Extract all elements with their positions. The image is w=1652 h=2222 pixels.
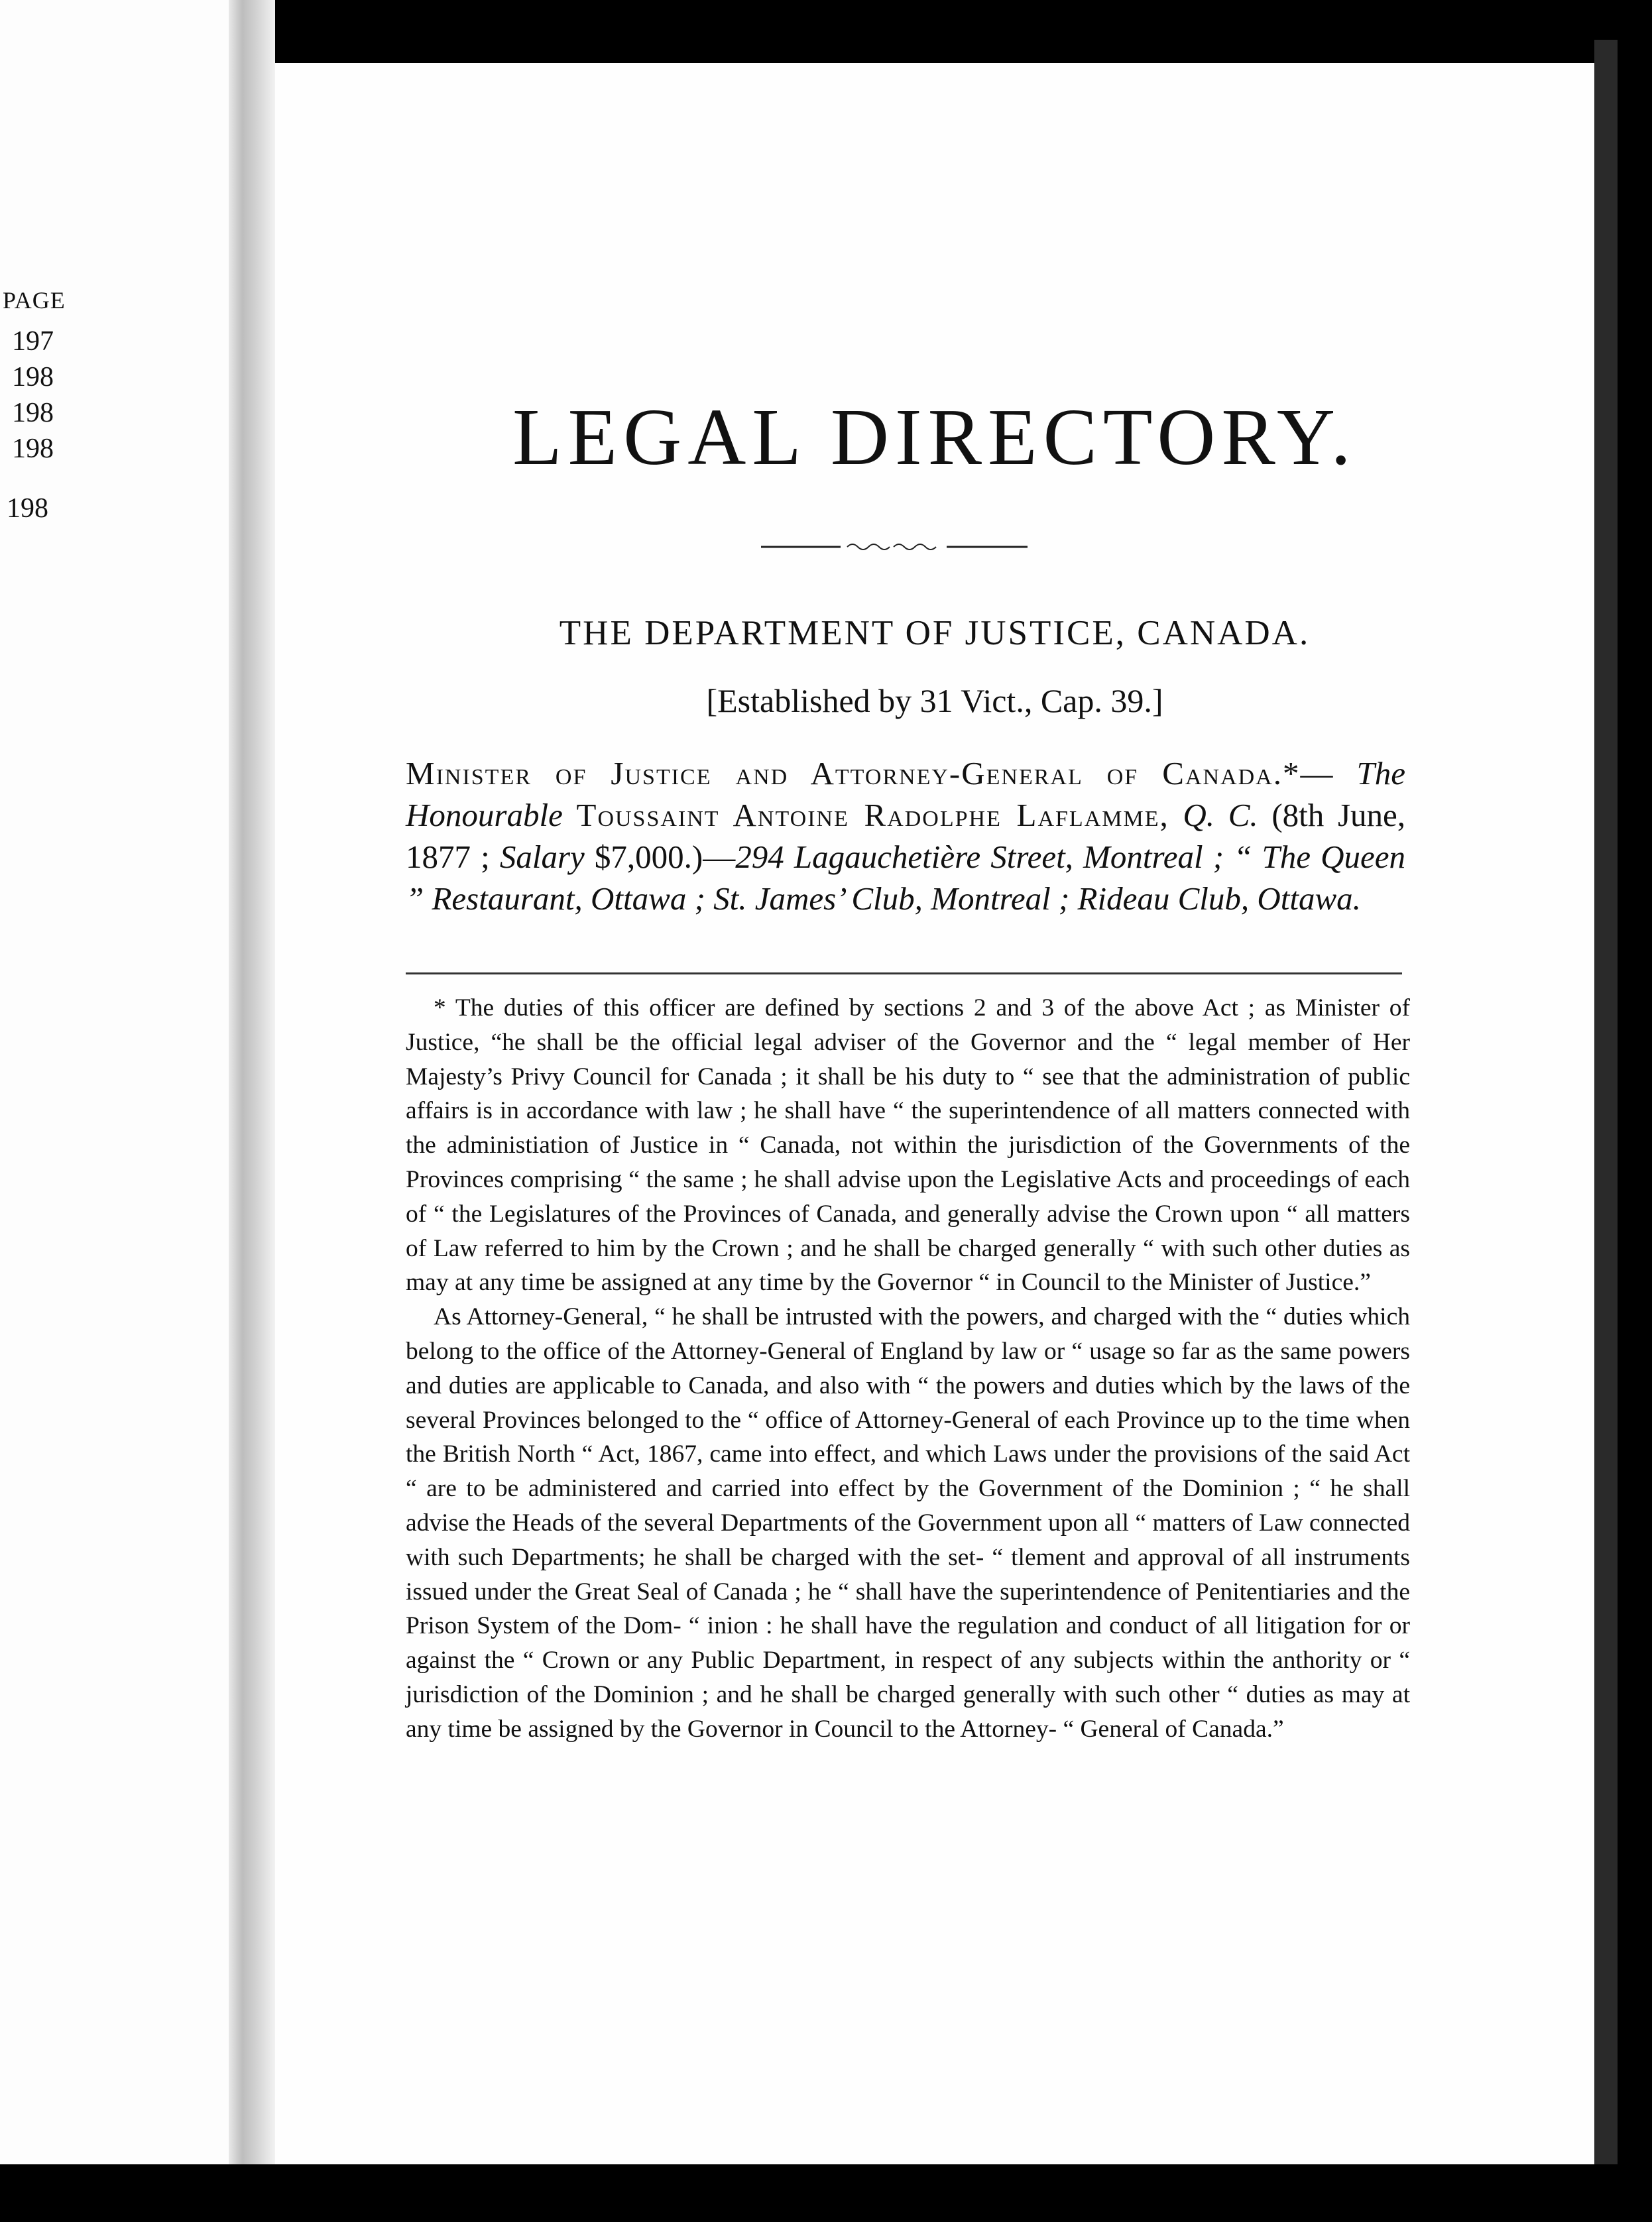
toc-page-number: 197 bbox=[12, 326, 54, 357]
minister-address: 294 Lagauchetière Street, Montreal ; “ The Queen ” Restaurant, Ottawa ; St. James’ Club, Montreal ; Rideau Club, Ottawa. bbox=[406, 839, 1406, 917]
department-heading: THE DEPARTMENT OF JUSTICE, CANADA. bbox=[559, 614, 1311, 652]
minister-qc: Q. C. bbox=[1183, 797, 1258, 833]
toc-page-number: 198 bbox=[12, 362, 54, 392]
salary-amount: $7,000.)— bbox=[594, 839, 736, 875]
toc-page-list bbox=[0, 323, 80, 526]
establishment-note: [Established by 31 Vict., Cap. 39.] bbox=[706, 682, 1163, 719]
scan-bottom-border bbox=[0, 2164, 1652, 2222]
toc-page-number: 198 bbox=[12, 398, 54, 428]
minister-name: Toussaint Antoine Radolphe Laflamme, bbox=[576, 797, 1169, 833]
facing-page bbox=[0, 0, 229, 2222]
ornamental-rule bbox=[761, 540, 1028, 554]
footnote-paragraph: * The duties of this officer are defined by sections 2 and 3 of the above Act ; as Minister of Justice, “he shall be the official legal adviser of the Governor and the “ legal member of Her Majesty’s Privy Council for Canada ; it shall be his duty to “ see that the administration of public affairs is in accordance with law ; he shall have “ the superintendence of all matters connected with the administiation of Justice in “ Canada, not within the jurisdiction of the Governments of the Provinces comprising “ the same ; he shall advise upon the Legislative Acts and proceedings of each of “ the Legislatures of the Provinces of Canada, and generally advise the Crown upon “ all matters of Law referred to him by the Crown ; and he shall be charged generally “ with such other duties as may at any time be assigned at any time by the Governor “ in Council to the Minister of Justice.” bbox=[406, 994, 1410, 1297]
footnote-paragraph: As Attorney-General, “ he shall be intrusted with the powers, and charged with the “ duties which belong to the office of the Attorney-General of England by law or “ usage so far as the same powers and duties are applicable to Canada, and also with “ the powers and duties which by the laws of the several Provinces belonged to the “ office of Attorney-General of each Province up to the time when the British North “ Act, 1867, came into effect, and which Laws under the provisions of the said Act “ are to be administered and carried into effect by the Government of the Dominion ; “ he shall advise the Heads of the several Departments of the Government upon all “ matters of Law connected with such Departments; he shall be charged with the set- “ tlement and approval of all instruments issued under the Great Seal of Canada ; he “ shall have the superintendence of Penitentiaries and the Prison System of the Dom- “ inion : he shall have the regulation and conduct of all litigation for or against the “ Crown or any Public Department, in respect of any subjects within the anthority or “ jurisdiction of the Dominion ; and he shall be charged generally with such other “ duties as may at any time be assigned by the Governor in Council to the Attorney- “ General of Canada.” bbox=[406, 1303, 1410, 1743]
minister-honorific: The Honourable bbox=[406, 755, 1406, 833]
book-gutter bbox=[229, 0, 275, 2222]
footnote bbox=[406, 991, 1410, 1747]
toc-page-number: 198 bbox=[12, 434, 54, 464]
toc-page-number: 198 bbox=[7, 493, 48, 524]
section-divider bbox=[406, 972, 1402, 974]
minister-entry bbox=[406, 752, 1405, 919]
page-title: LEGAL DIRECTORY. bbox=[512, 392, 1357, 482]
page-edge-shadow bbox=[1594, 40, 1618, 2181]
minister-office: Minister of Justice and Attorney-General of Canada.*— bbox=[406, 755, 1334, 791]
toc-column bbox=[0, 286, 80, 526]
salary-label: Salary bbox=[499, 839, 585, 875]
minister-appointment-date: (8th June, 1877 ; bbox=[406, 797, 1406, 875]
toc-header: PAGE bbox=[3, 287, 66, 314]
